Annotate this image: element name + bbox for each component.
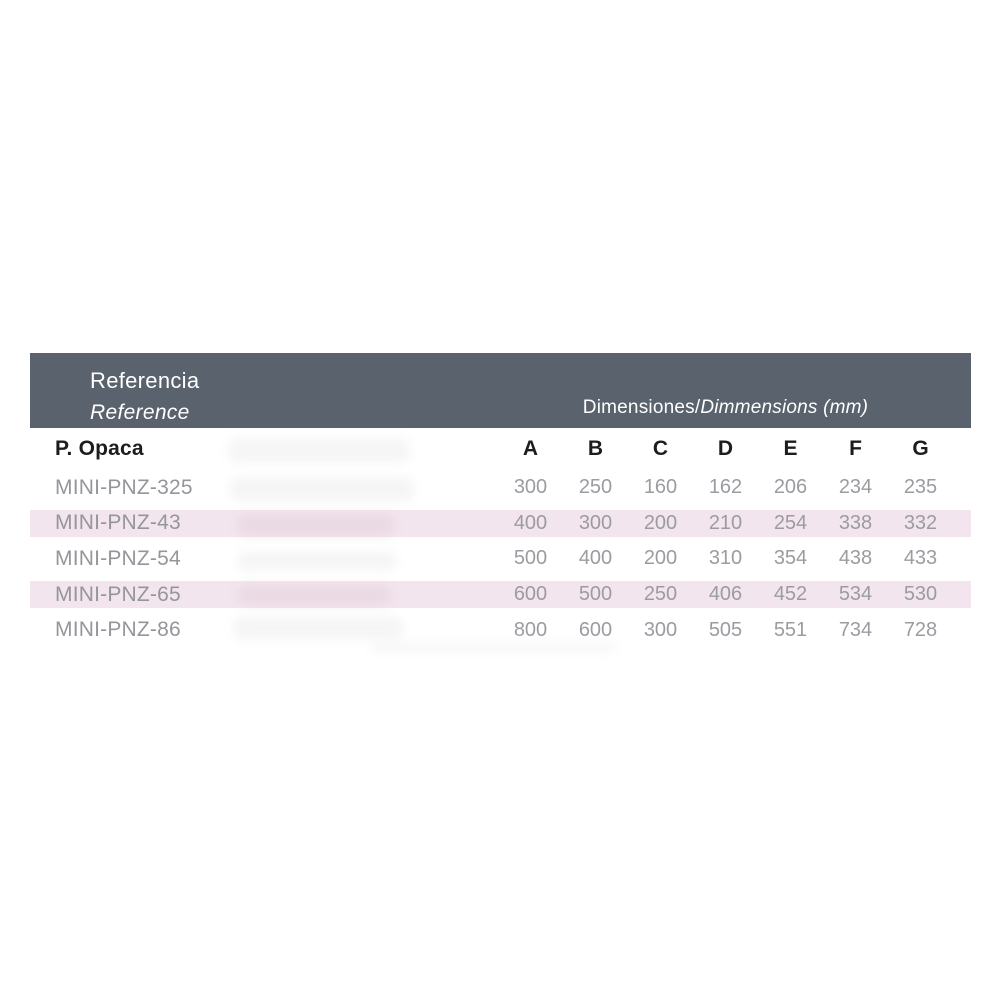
column-header-b: B: [587, 437, 604, 460]
row-reference: MINI-PNZ-65: [55, 582, 181, 606]
table-row: [30, 506, 971, 542]
value-c: 160: [643, 476, 678, 499]
row-values: [498, 612, 953, 648]
value-a: 800: [513, 618, 548, 641]
dimensions-header: [498, 397, 953, 419]
value-d: 210: [708, 511, 743, 534]
value-b: 400: [578, 547, 613, 570]
value-a: 500: [513, 547, 548, 570]
value-b: 500: [578, 583, 613, 606]
reference-title-es: Referencia: [90, 368, 200, 393]
table-row: [30, 541, 971, 577]
row-values: [498, 470, 953, 506]
value-e: 254: [773, 511, 808, 534]
value-f: 438: [838, 547, 873, 570]
column-header-g: G: [912, 437, 929, 460]
row-values: [498, 541, 953, 577]
dimension-letters: [498, 428, 953, 470]
table-body: [30, 470, 971, 648]
value-d: 406: [708, 583, 743, 606]
value-c: 200: [643, 547, 678, 570]
dimensions-title-es: Dimensiones/: [582, 397, 701, 418]
value-g: 235: [903, 476, 938, 499]
column-header-f: F: [849, 437, 862, 460]
value-e: 354: [773, 547, 808, 570]
value-a: 600: [513, 583, 548, 606]
value-f: 338: [838, 511, 873, 534]
value-g: 728: [903, 618, 938, 641]
value-f: 734: [838, 618, 873, 641]
row-values: [498, 577, 953, 613]
row-reference: MINI-PNZ-43: [55, 511, 181, 535]
value-b: 600: [578, 618, 613, 641]
value-g: 530: [903, 583, 938, 606]
value-d: 162: [708, 476, 743, 499]
value-g: 433: [903, 547, 938, 570]
reference-header: [90, 365, 199, 429]
value-b: 300: [578, 511, 613, 534]
row-reference: MINI-PNZ-325: [55, 475, 193, 499]
table-row: [30, 470, 971, 506]
value-e: 206: [773, 476, 808, 499]
column-header-d: D: [717, 437, 734, 460]
value-f: 234: [838, 476, 873, 499]
column-header-e: E: [783, 437, 798, 460]
value-c: 250: [643, 583, 678, 606]
table-row: [30, 612, 971, 648]
reference-title-en: Reference: [90, 401, 190, 424]
column-header-a: A: [522, 437, 539, 460]
table-row: [30, 577, 971, 613]
value-g: 332: [903, 511, 938, 534]
row-values: [498, 506, 953, 542]
value-e: 551: [773, 618, 808, 641]
value-c: 200: [643, 511, 678, 534]
row-reference: MINI-PNZ-54: [55, 546, 181, 570]
dimensions-title-en: Dimmensions (mm): [700, 397, 869, 418]
column-header-c: C: [652, 437, 669, 460]
row-reference: MINI-PNZ-86: [55, 618, 181, 642]
value-d: 505: [708, 618, 743, 641]
value-b: 250: [578, 476, 613, 499]
value-d: 310: [708, 547, 743, 570]
value-c: 300: [643, 618, 678, 641]
table-header-band: [30, 353, 971, 428]
dimensions-spec-table: [30, 353, 971, 648]
series-label: P. Opaca: [55, 437, 144, 460]
value-a: 300: [513, 476, 548, 499]
value-f: 534: [838, 583, 873, 606]
value-a: 400: [513, 511, 548, 534]
column-header-row: [30, 428, 971, 470]
value-e: 452: [773, 583, 808, 606]
